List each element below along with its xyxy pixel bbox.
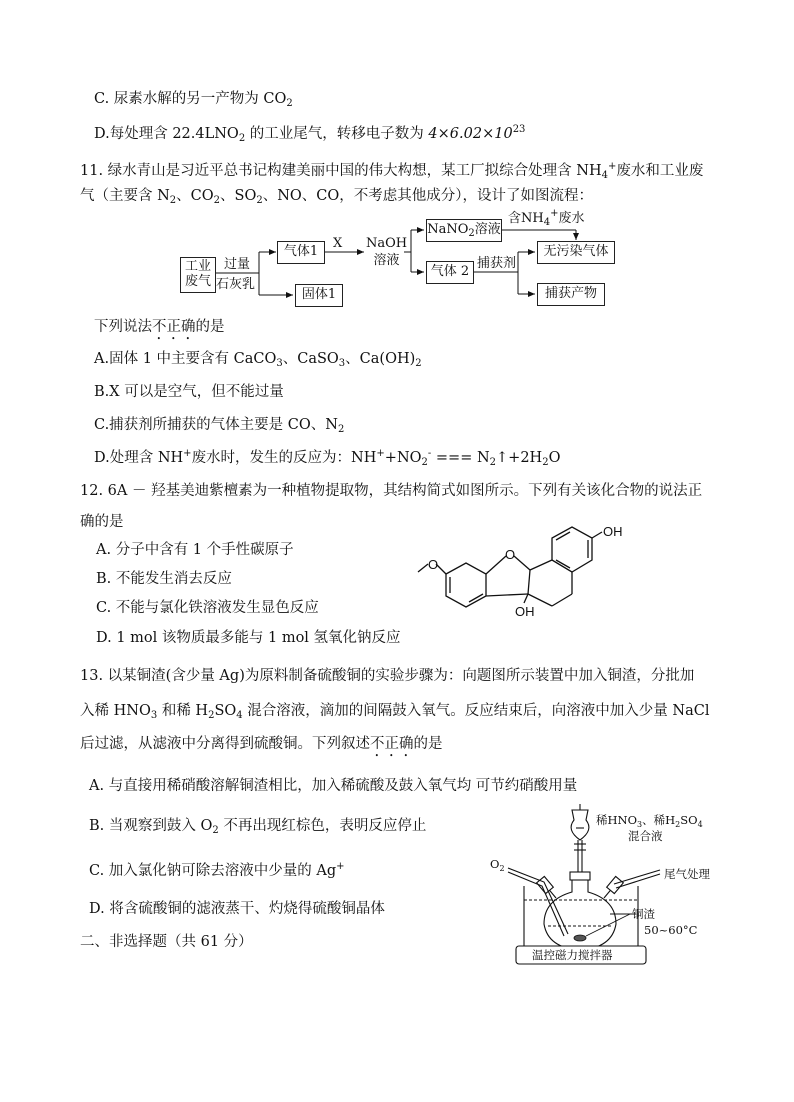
flow-excess-label: 过量 (224, 257, 251, 272)
q11-option-b: B.X 可以是空气，但不能过量 (94, 384, 284, 400)
q13-stem-line3: 后过滤，从滤液中分离得到硫酸铜。下列叙述不正确的是 (80, 736, 443, 752)
q12-option-a: A. 分子中含有 1 个手性碳原子 (96, 542, 294, 558)
struct-o-ring: O (505, 547, 516, 562)
q10-option-c: C. 尿素水解的另一产物为 $CO_2$ (94, 91, 293, 109)
q11-stem-line2: 气（主要含 $N_2$、$CO_2$、$SO_2$、NO、CO，不考虑其他成分），设计了如图流程： (80, 188, 594, 206)
q12-option-d: D. 1 mol 该物质最多能与 1 mol 氢氧化钠反应 (96, 630, 401, 646)
q13-option-d: D. 将含硫酸铜的滤液蒸干、灼烧得硫酸铜晶体 (89, 901, 385, 917)
flow-nano2-box: NaNO$_2$溶液 (426, 219, 502, 242)
section-2-heading: 二、非选择题（共 61 分） (80, 934, 253, 950)
q10-option-d: D.每处理含 $22.4LNO_2$ 的工业尾气，转移电子数为 $4\times 6.02\times 10^{23}$ (94, 124, 526, 144)
app-o2-label: $O_2$ (490, 857, 505, 873)
app-mix-label: 混合液 (628, 829, 663, 843)
q13-option-b: B. 当观察到鼓入 $O_2$ 不再出现红棕色，表明反应停止 (89, 818, 427, 836)
q13-apparatus (488, 800, 748, 960)
app-acid-label: 稀$HNO_3$、稀$H_2SO_4$ (596, 813, 703, 829)
flow-limewater-label: 石灰乳 (216, 277, 256, 292)
q12-option-c: C. 不能与氯化铁溶液发生显色反应 (96, 600, 319, 616)
q13-option-c: C. 加入氯化钠可除去溶液中少量的 Ag+ (89, 861, 345, 879)
q11-option-d: D.处理含 NH+废水时，发生的反应为：$NH^++NO_2^-$ === $N_2↑+2H_2O$ (94, 448, 561, 468)
q13-stem-line1: 13. 以某铜渣(含少量 Ag)为原料制备硫酸铜的实验步骤为：向题图所示装置中加入铜渣，分批加 (80, 668, 695, 684)
flow-gas1-box: 气体1 (277, 241, 325, 264)
flow-x-label: X (333, 236, 343, 251)
q11-option-a: A.固体 1 中主要含有 CaCO$_3$、CaSO$_3$、$Ca(OH)_2$ (94, 351, 422, 369)
flow-naoh-label: NaOH 溶液 (366, 236, 408, 268)
q12-stem-line1: 12. 6A － 羟基美迪紫檀素为一种植物提取物，其结构简式如图所示。下列有关该化合物的说法正 (80, 483, 703, 499)
q12-option-b: B. 不能发生消去反应 (96, 571, 232, 587)
flow-nh4-wastewater-label: 含$NH_4^+$废水 (508, 208, 585, 228)
struct-oh-top: OH (603, 524, 623, 539)
flow-solid1-box: 固体1 (295, 284, 343, 307)
flow-capture-product-box: 捕获产物 (537, 283, 605, 306)
q11-question: 下列说法不正确的是 (94, 319, 225, 335)
struct-oh-bottom: OH (515, 604, 535, 619)
q13-stem-line2: 入稀 $HNO_3$ 和稀 $H_2SO_4$ 混合溶液，滴加的间隔鼓入氧气。反应结束后，向溶液中加入少量 NaCl (80, 703, 710, 721)
q12-stem-line2: 确的是 (80, 514, 124, 530)
struct-o-methoxy: O (428, 557, 439, 572)
q11-stem-line1: 11. 绿水青山是习近平总书记构建美丽中国的伟大构想，某工厂拟综合处理含 $NH_4^+$废水和工业废 (80, 161, 704, 181)
q13-option-a: A. 与直接用稀硝酸溶解铜渣相比，加入稀硫酸及鼓入氧气均 可节约硝酸用量 (89, 778, 578, 794)
q11-option-c: C.捕获剂所捕获的气体主要是 CO、$N_2$ (94, 417, 345, 435)
app-stirrer-label: 温控磁力搅拌器 (532, 948, 613, 962)
app-copper-label: 铜渣 (632, 907, 655, 921)
flow-industrial-gas-box: 工业 废气 (180, 257, 216, 293)
flow-gas2-box: 气体 2 (426, 261, 474, 284)
flow-capture-agent-label: 捕获剂 (477, 256, 517, 271)
app-tail-gas-label: 尾气处理 (664, 867, 710, 881)
q12-structure-formula (410, 524, 640, 620)
app-temp-label: 50~60°C (644, 923, 698, 937)
flow-clean-gas-box: 无污染气体 (537, 241, 615, 264)
